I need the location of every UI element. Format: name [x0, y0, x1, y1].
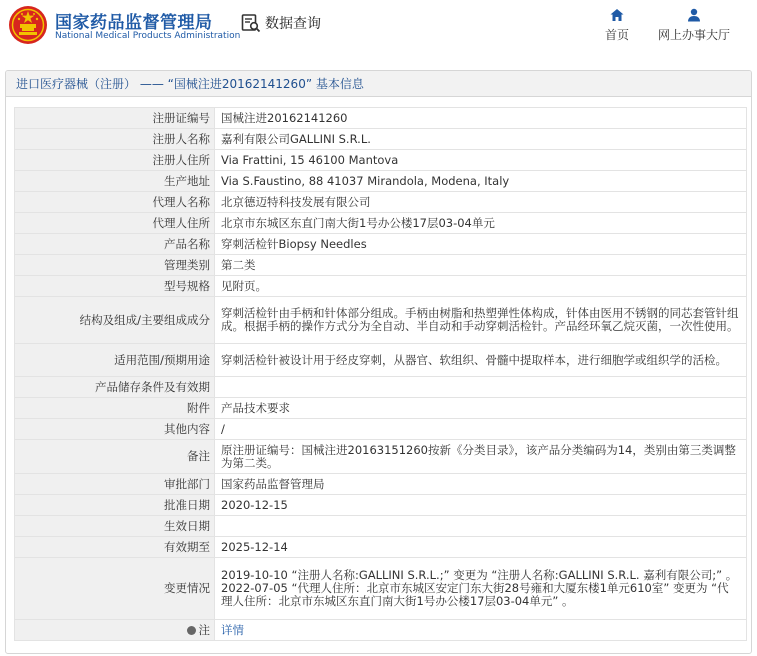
field-value: 原注册证编号：国械注进20163151260按新《分类目录》，该产品分类编码为14，类别由第三类调整为第二类。 [215, 440, 747, 474]
field-value: Via S.Faustino, 88 41037 Mirandola, Modena, Italy [215, 171, 747, 192]
field-label: 生效日期 [15, 516, 215, 537]
agency-name-en: National Medical Products Administration [55, 31, 241, 41]
field-label: 产品储存条件及有效期 [15, 377, 215, 398]
field-label: 附件 [15, 398, 215, 419]
field-label: 注册证编号 [15, 108, 215, 129]
field-label: 生产地址 [15, 171, 215, 192]
table-row [15, 344, 747, 377]
field-value [215, 516, 747, 537]
table-row [15, 129, 747, 150]
table-row [15, 213, 747, 234]
field-label: 结构及组成/主要组成成分 [15, 297, 215, 344]
field-value: 2025-12-14 [215, 537, 747, 558]
note-label-cell [15, 620, 215, 641]
field-label: 批准日期 [15, 495, 215, 516]
table-row [15, 419, 747, 440]
field-value: 产品技术要求 [215, 398, 747, 419]
field-value: 嘉利有限公司GALLINI S.R.L. [215, 129, 747, 150]
detail-table [14, 107, 747, 641]
table-row [15, 440, 747, 474]
field-value: 第二类 [215, 255, 747, 276]
table-row [15, 495, 747, 516]
nav-online-office[interactable] [654, 8, 734, 43]
table-row [15, 297, 747, 344]
field-value: / [215, 419, 747, 440]
table-row [15, 192, 747, 213]
national-emblem-logo [8, 5, 48, 45]
data-query-label: 数据查询 [265, 16, 321, 32]
field-value: 穿刺活检针被设计用于经皮穿刺，从器官、软组织、骨髓中提取样本，进行细胞学或组织学的活检。 [215, 344, 747, 377]
field-label: 产品名称 [15, 234, 215, 255]
field-value [215, 377, 747, 398]
table-row [15, 108, 747, 129]
agency-name-cn: 国家药品监督管理局 [55, 13, 213, 33]
data-search-icon [241, 13, 261, 33]
field-value: 北京市东城区东直门南大街1号办公楼17层03-04单元 [215, 213, 747, 234]
data-query-link[interactable] [241, 12, 321, 34]
note-value [215, 620, 747, 641]
detail-panel [5, 70, 752, 654]
home-icon [610, 8, 624, 22]
table-row [15, 171, 747, 192]
lightbulb-icon [187, 626, 196, 635]
nav-online-office-label: 网上办事大厅 [657, 28, 730, 42]
field-value: Via Frattini, 15 46100 Mantova [215, 150, 747, 171]
table-row [15, 234, 747, 255]
table-row [15, 558, 747, 620]
nav-home-label: 首页 [604, 28, 629, 42]
table-row [15, 474, 747, 495]
field-value: 国械注进20162141260 [215, 108, 747, 129]
field-label: 管理类别 [15, 255, 215, 276]
field-value: 2019-10-10 “注册人名称:GALLINI S.R.L.;” 变更为 “注册人名称:GALLINI S.R.L. 嘉利有限公司;” 。 2022-07-05 “代理人住所：北京市东城区安定门东大街28号雍和大厦东楼1单元610室” 变更为 “代理人住所：北京市东城区东直门南大街1号办公楼17层03-04单元” 。 [215, 558, 747, 620]
field-value: 穿刺活检针Biopsy Needles [215, 234, 747, 255]
table-row [15, 537, 747, 558]
user-icon [687, 8, 701, 22]
field-label: 其他内容 [15, 419, 215, 440]
nav-home[interactable] [600, 8, 634, 43]
table-row [15, 377, 747, 398]
field-label: 注册人名称 [15, 129, 215, 150]
field-value: 穿刺活检针由手柄和针体部分组成。手柄由树脂和热塑弹性体构成，针体由医用不锈钢的同芯套管针组成。根据手柄的操作方式分为全自动、半自动和手动穿刺活检针。产品经环氧乙烷灭菌，一次性使用。 [215, 297, 747, 344]
field-label: 审批部门 [15, 474, 215, 495]
site-header [0, 0, 757, 56]
details-link[interactable]: 详情 [221, 622, 244, 637]
field-label: 有效期至 [15, 537, 215, 558]
field-value: 国家药品监督管理局 [215, 474, 747, 495]
field-label: 注册人住所 [15, 150, 215, 171]
field-label: 适用范围/预期用途 [15, 344, 215, 377]
note-row [15, 620, 747, 641]
field-label: 变更情况 [15, 558, 215, 620]
table-row [15, 398, 747, 419]
note-label: 注 [198, 622, 210, 637]
panel-title: 进口医疗器械（注册） —— “国械注进20162141260” 基本信息 [6, 71, 751, 97]
field-label: 代理人名称 [15, 192, 215, 213]
table-row [15, 276, 747, 297]
field-value: 2020-12-15 [215, 495, 747, 516]
field-label: 型号规格 [15, 276, 215, 297]
table-row [15, 150, 747, 171]
table-row [15, 255, 747, 276]
table-row [15, 516, 747, 537]
field-label: 备注 [15, 440, 215, 474]
field-label: 代理人住所 [15, 213, 215, 234]
field-value: 北京德迈特科技发展有限公司 [215, 192, 747, 213]
field-value: 见附页。 [215, 276, 747, 297]
